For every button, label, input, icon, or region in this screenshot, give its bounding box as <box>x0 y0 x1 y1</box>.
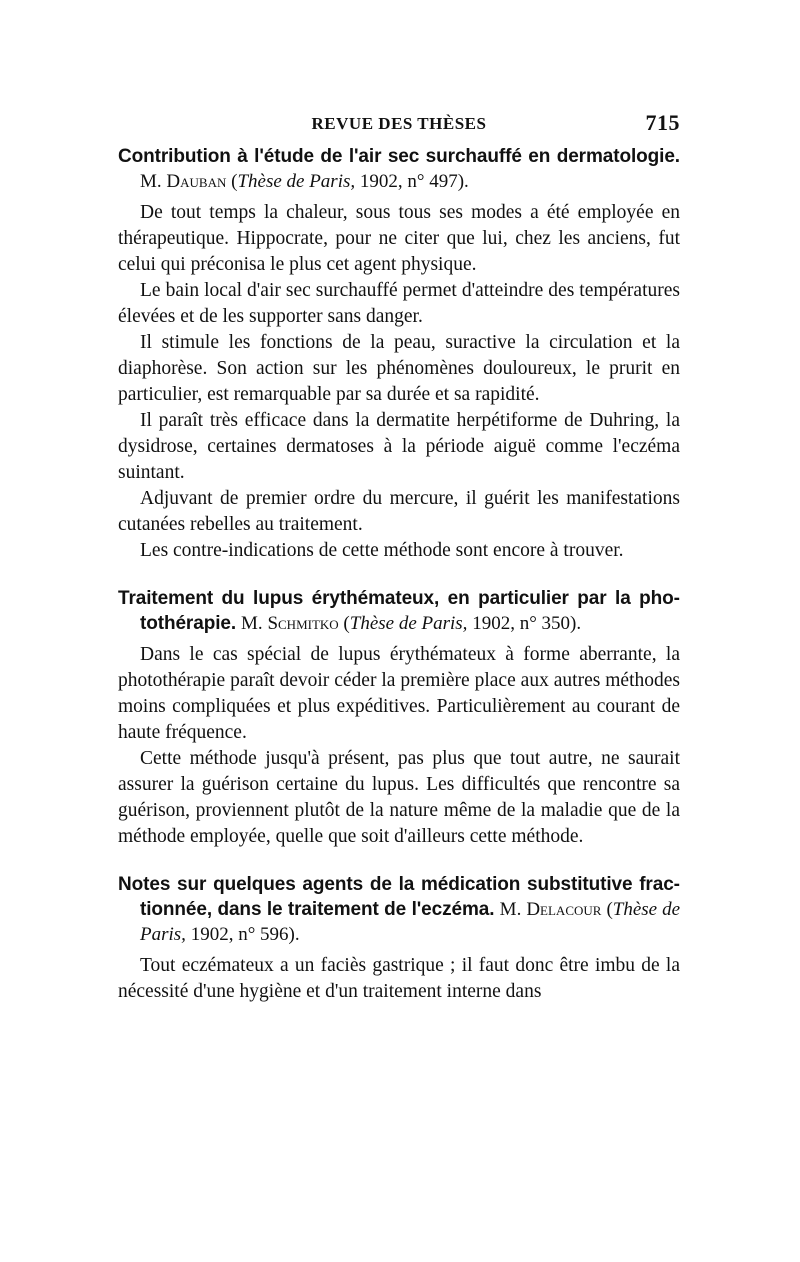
page <box>118 110 680 1005</box>
paragraph: Dans le cas spécial de lupus érythémateux à forme aberrante, la photothérapie paraît devoir céder la première place aux autres méthodes moins compliquées et plus expéditives. Particulièrement au courant de haute fréquence. <box>118 644 680 743</box>
paragraph: Les contre-indications de cette méthode sont encore à trouver. <box>140 540 624 561</box>
author-name: Dauban <box>166 171 227 192</box>
citation-open: ( <box>343 613 350 634</box>
article-title: Contribution à l'étude de l'air sec surchauffé en dermatologie. <box>118 146 680 167</box>
article-delacour <box>118 872 680 1005</box>
article-title: Traitement du lupus érythémateux, en particulier par la photothérapie. <box>118 588 680 634</box>
paragraph: Tout eczémateux a un faciès gastrique ; il faut donc être imbu de la nécessité d'une hygiène et d'un traitement interne dans <box>118 955 680 1002</box>
article-dauban <box>118 144 680 564</box>
author-prefix: M. <box>499 899 522 920</box>
paragraph: Cette méthode jusqu'à présent, pas plus que tout autre, ne saurait assurer la guérison certaine du lupus. Les difficultés que rencontre sa guérison, proviennent plutôt de la nature même de la maladie que de la méthode employée, quelle que soit d'ailleurs cette méthode. <box>118 748 680 847</box>
citation-source: Thèse de Paris, <box>237 171 356 192</box>
article-heading <box>118 144 680 194</box>
running-title: REVUE DES THÈSES <box>311 114 487 133</box>
citation-details: 1902, n° 350). <box>467 613 582 634</box>
citation-open: ( <box>231 171 238 192</box>
paragraph: De tout temps la chaleur, sous tous ses modes a été employée en thérapeutique. Hippocrate, pour ne citer que lui, chez les anciens, fut celui qui préconisa le plus cet agent physique. <box>118 202 680 275</box>
article-heading <box>118 872 680 947</box>
author-prefix: M. <box>241 613 263 634</box>
page-number: 715 <box>645 110 680 135</box>
article-separator <box>118 850 680 872</box>
citation-source: Thèse de Paris, <box>349 613 468 634</box>
citation-open: ( <box>606 899 613 920</box>
author-line <box>241 613 581 634</box>
author-line <box>140 171 469 192</box>
article-separator <box>118 564 680 586</box>
citation-details: 1902, n° 596). <box>185 924 300 945</box>
author-prefix: M. <box>140 171 162 192</box>
paragraph: Le bain local d'air sec surchauffé permet d'atteindre des températures élevées et de les supporter sans danger. <box>118 280 680 327</box>
article-schmitko <box>118 586 680 850</box>
citation-details: 1902, n° 497). <box>355 171 469 192</box>
paragraph: Adjuvant de premier ordre du mercure, il guérit les manifestations cutanées rebelles au traitement. <box>118 488 680 535</box>
author-name: Schmitko <box>267 613 339 634</box>
citation-source: Thèse de Paris, <box>140 899 681 945</box>
article-title: Notes sur quelques agents de la médication substitutive fractionnée, dans le traitement de l'eczéma. <box>118 874 680 920</box>
running-header <box>118 110 680 144</box>
article-heading <box>118 586 680 636</box>
paragraph: Il stimule les fonctions de la peau, suractive la circulation et la diaphorèse. Son action sur les phénomènes douloureux, le prurit en particulier, est remarquable par sa durée et sa rapidité. <box>118 332 680 405</box>
paragraph: Il paraît très efficace dans la dermatite herpétiforme de Duhring, la dysidrose, certaines dermatoses à la période aiguë comme l'eczéma suintant. <box>118 410 680 483</box>
author-name: Delacour <box>526 899 602 920</box>
